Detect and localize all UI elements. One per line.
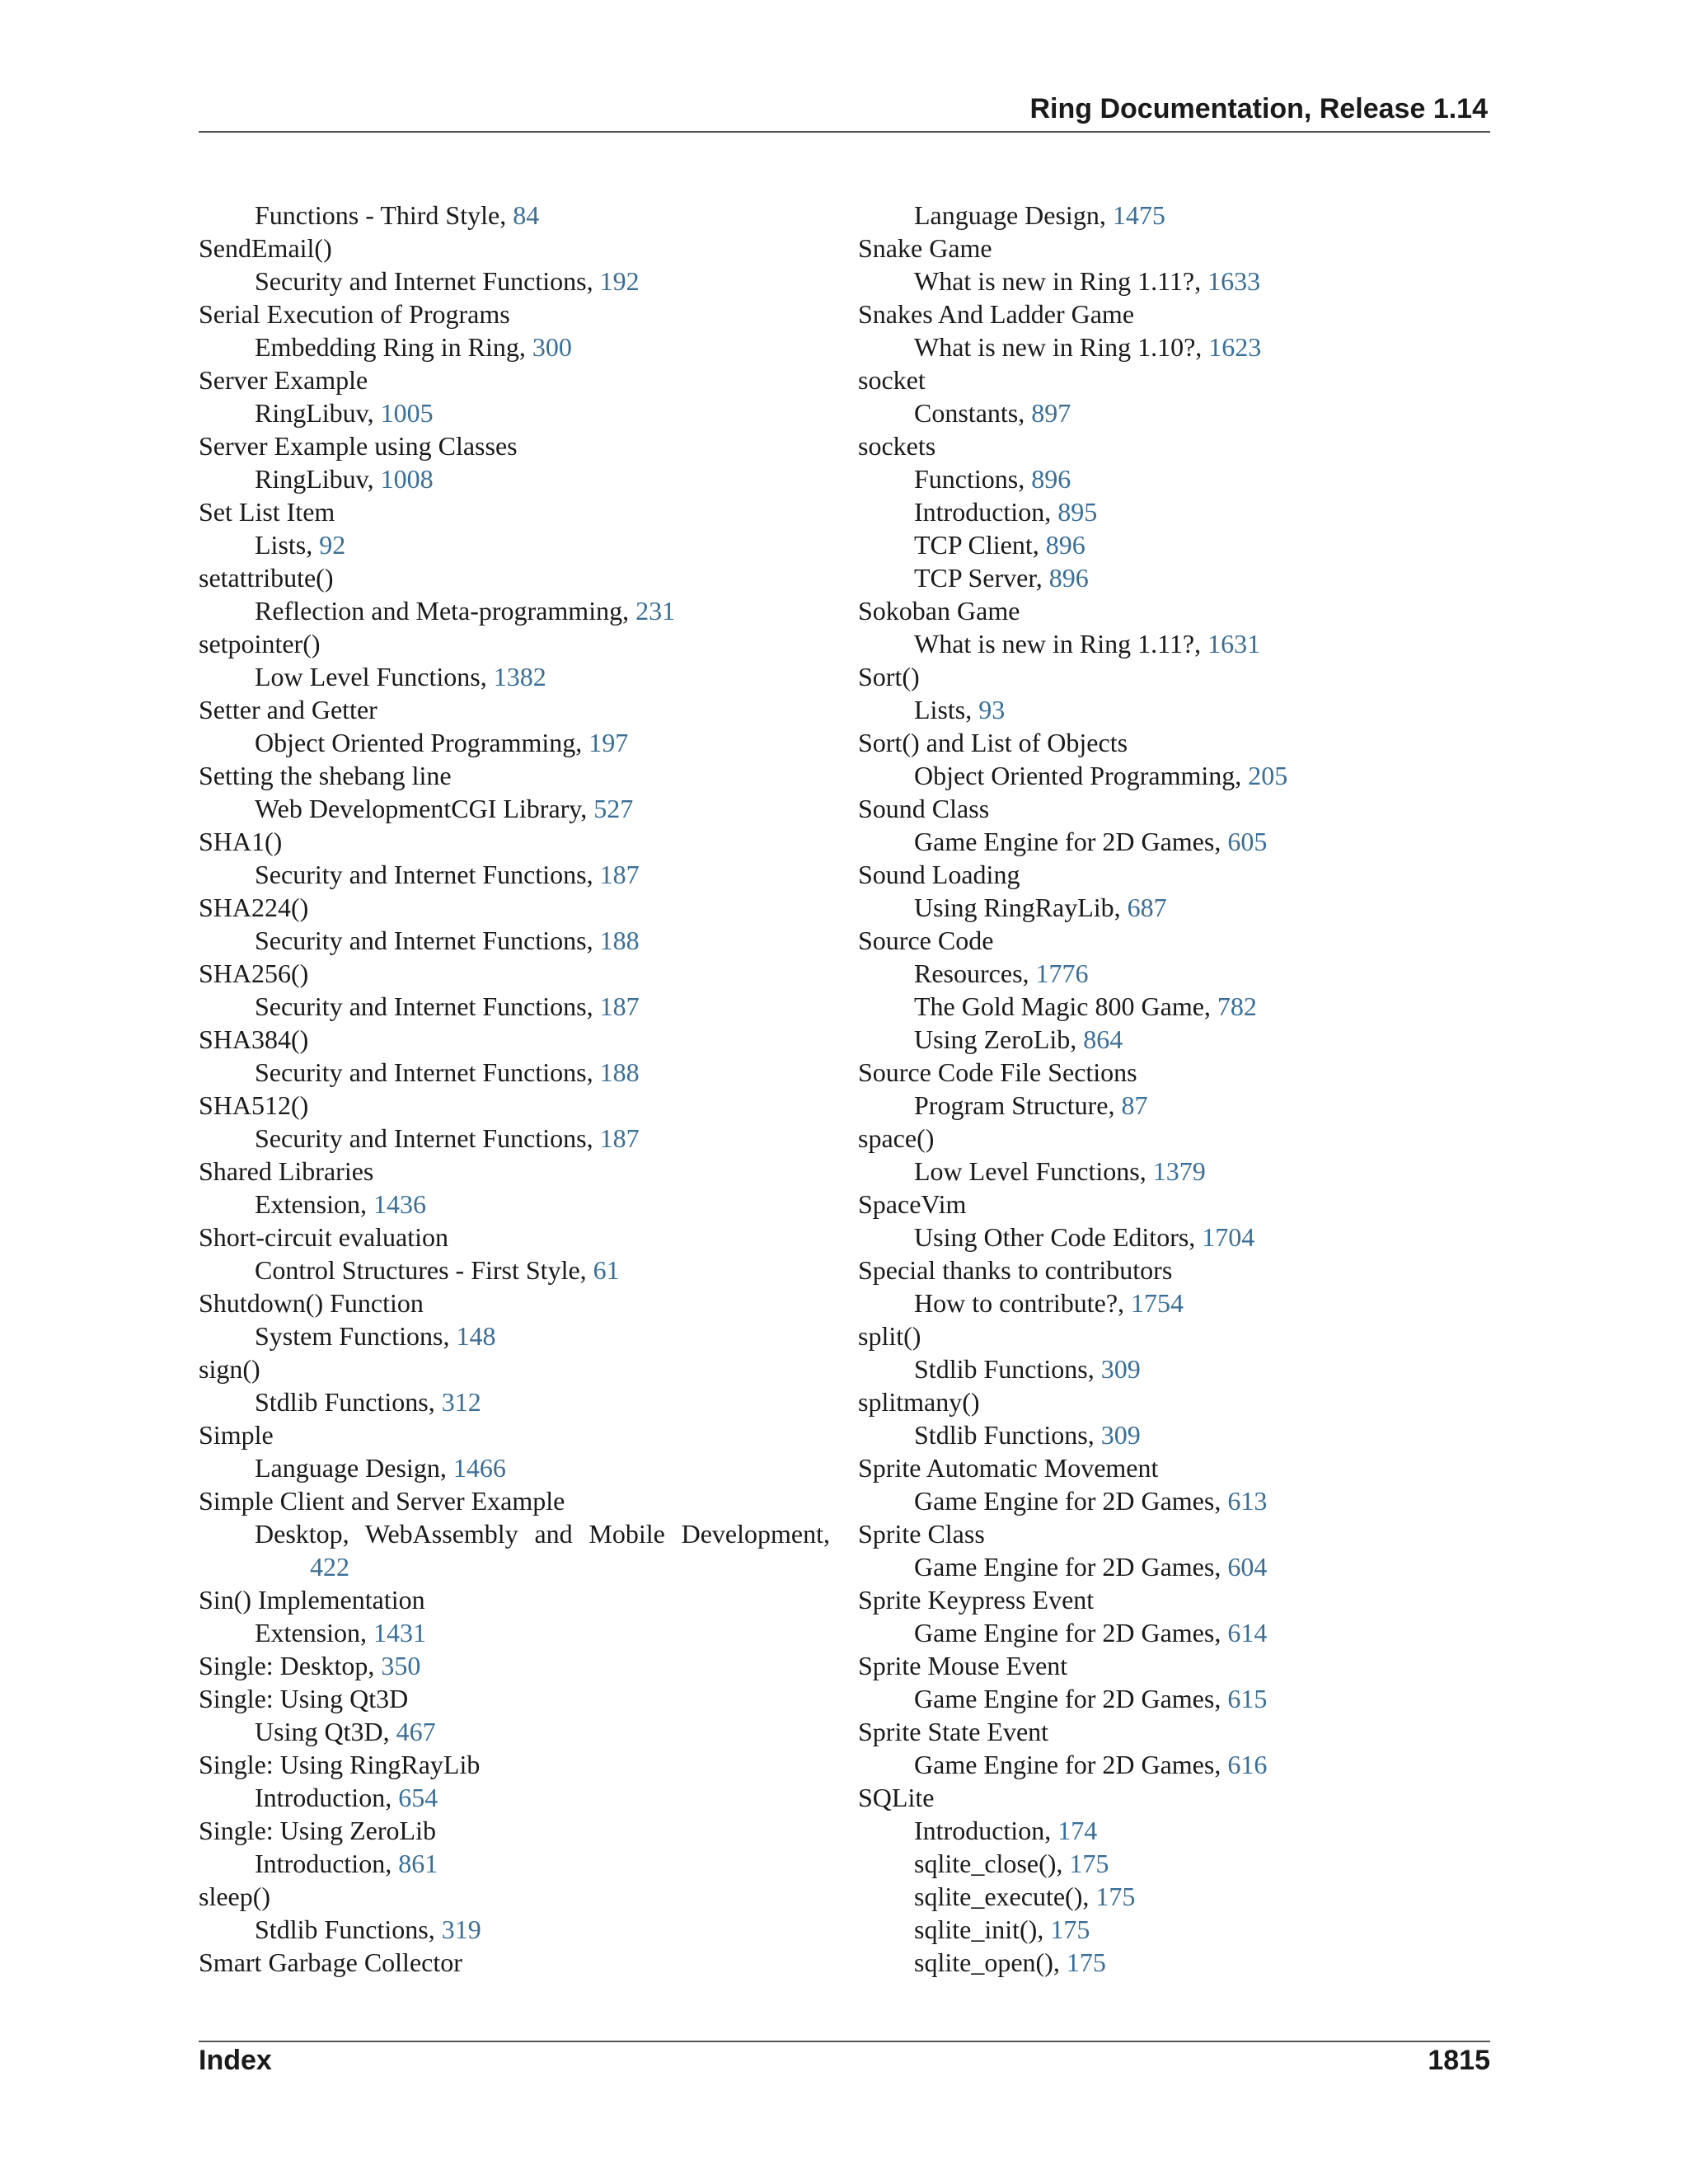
page-link[interactable]: 1436 — [373, 1189, 426, 1219]
index-term: space() — [858, 1123, 935, 1153]
index-term: Shutdown() Function — [199, 1288, 424, 1318]
index-entry — [199, 1286, 830, 1319]
index-subentry — [858, 528, 1489, 561]
index-subentry — [858, 1089, 1489, 1122]
page-link[interactable]: 687 — [1127, 893, 1167, 922]
index-entry — [199, 1484, 830, 1517]
index-term: TCP Client, — [914, 530, 1046, 560]
page-link[interactable]: 84 — [513, 200, 540, 230]
index-term: Desktop, WebAssembly and Mobile Development, — [255, 1519, 830, 1549]
index-term: Object Oriented Programming, — [914, 761, 1249, 790]
index-term: Sprite Automatic Movement — [858, 1453, 1159, 1483]
index-subentry — [858, 265, 1489, 298]
index-term: sqlite_execute(), — [914, 1882, 1096, 1911]
index-term: SHA256() — [199, 958, 309, 988]
index-term: Using Qt3D, — [255, 1717, 396, 1746]
index-subentry — [199, 265, 830, 298]
index-term: Game Engine for 2D Games, — [914, 1486, 1228, 1516]
index-term: Stdlib Functions, — [255, 1915, 442, 1944]
index-column-right — [858, 199, 1489, 1979]
page-link[interactable]: 309 — [1100, 1420, 1141, 1450]
page-link[interactable]: 188 — [599, 926, 640, 955]
index-term: Stdlib Functions, — [255, 1387, 442, 1417]
page-link[interactable]: 1633 — [1207, 266, 1261, 296]
index-term: Introduction, — [255, 1849, 399, 1878]
index-term: Security and Internet Functions, — [255, 926, 600, 955]
index-term: sqlite_open(), — [914, 1947, 1067, 1977]
index-term: Game Engine for 2D Games, — [914, 1750, 1228, 1779]
page-link[interactable]: 1754 — [1131, 1288, 1184, 1318]
page-link[interactable]: 864 — [1083, 1024, 1123, 1054]
index-subentry — [199, 1056, 830, 1089]
index-term: Setting the shebang line — [199, 761, 452, 790]
index-term: Single: Using ZeroLib — [199, 1816, 436, 1845]
index-subentry — [858, 891, 1489, 924]
page-link[interactable]: 782 — [1217, 991, 1257, 1021]
index-entry — [199, 495, 830, 528]
index-term: Simple Client and Server Example — [199, 1486, 565, 1516]
page-link[interactable]: 1704 — [1202, 1222, 1255, 1252]
index-term: Sort() and List of Objects — [858, 728, 1128, 757]
index-term: TCP Server, — [914, 563, 1049, 593]
index-term: Using RingRayLib, — [914, 893, 1128, 922]
index-term: Using Other Code Editors, — [914, 1222, 1203, 1252]
index-entry — [858, 429, 1489, 462]
index-entry — [199, 891, 830, 924]
index-subentry — [199, 1781, 830, 1814]
index-subentry — [858, 199, 1489, 232]
index-entry — [858, 1451, 1489, 1484]
index-term: Functions - Third Style, — [255, 200, 513, 230]
index-term: sleep() — [199, 1882, 271, 1911]
index-term: Constants, — [914, 398, 1032, 428]
index-entry — [858, 1715, 1489, 1748]
index-entry — [858, 1583, 1489, 1616]
index-entry — [858, 726, 1489, 759]
index-term: Sprite Mouse Event — [858, 1651, 1068, 1680]
page-link[interactable]: 616 — [1227, 1750, 1268, 1779]
page-link[interactable]: 175 — [1095, 1882, 1136, 1911]
footer-section: Index — [199, 2045, 272, 2076]
index-term: Source Code — [858, 926, 994, 955]
index-term: Security and Internet Functions, — [255, 991, 600, 1021]
index-entry — [199, 1946, 830, 1979]
page-link[interactable]: 861 — [398, 1849, 438, 1878]
index-entry — [199, 1089, 830, 1122]
index-entry — [199, 1155, 830, 1188]
index-entry — [199, 1583, 830, 1616]
page-link[interactable]: 604 — [1227, 1552, 1268, 1582]
index-entry — [199, 627, 830, 660]
index-subentry — [858, 1155, 1489, 1188]
index-entry — [858, 1517, 1489, 1550]
page-link[interactable]: 613 — [1227, 1486, 1268, 1516]
index-term: Special thanks to contributors — [858, 1255, 1173, 1285]
index-subentry — [199, 528, 830, 561]
page-link[interactable]: 896 — [1045, 530, 1085, 560]
index-subentry — [858, 495, 1489, 528]
index-subentry — [858, 1814, 1489, 1847]
index-subentry — [199, 594, 830, 627]
page-link[interactable]: 87 — [1121, 1090, 1148, 1120]
index-entry — [199, 957, 830, 990]
index-term: The Gold Magic 800 Game, — [914, 991, 1217, 1021]
index-term: Web DevelopmentCGI Library, — [255, 794, 594, 823]
index-term: Sprite Class — [858, 1519, 985, 1549]
index-term: Set List Item — [199, 497, 335, 527]
index-subentry — [199, 1254, 830, 1286]
index-subentry — [199, 1847, 830, 1880]
page-link[interactable]: 896 — [1048, 563, 1089, 593]
page-link[interactable]: 174 — [1057, 1816, 1098, 1845]
index-term: socket — [858, 365, 926, 395]
index-entry — [199, 561, 830, 594]
index-entry — [858, 1254, 1489, 1286]
index-term: RingLibuv, — [255, 464, 381, 494]
index-term: Single: Desktop, — [199, 1651, 382, 1680]
index-term: Object Oriented Programming, — [255, 728, 589, 757]
page-link[interactable]: 175 — [1050, 1915, 1090, 1944]
index-entry — [199, 1352, 830, 1385]
index-entry — [858, 1188, 1489, 1221]
page-link[interactable]: 467 — [396, 1717, 436, 1746]
index-term: Short-circuit evaluation — [199, 1222, 449, 1252]
index-term: Simple — [199, 1420, 274, 1450]
index-entry — [858, 1056, 1489, 1089]
index-subentry — [858, 957, 1489, 990]
index-entry — [858, 1385, 1489, 1418]
index-term: Single: Using RingRayLib — [199, 1750, 481, 1779]
page-link[interactable]: 1382 — [493, 662, 546, 691]
page-link[interactable]: 148 — [456, 1321, 496, 1351]
index-term: SHA1() — [199, 827, 283, 856]
index-entry — [199, 1880, 830, 1913]
index-term: Security and Internet Functions, — [255, 860, 600, 889]
index-column-left — [199, 199, 830, 1979]
index-entry — [199, 429, 830, 462]
index-term: What is new in Ring 1.10?, — [914, 332, 1209, 362]
index-term: SpaceVim — [858, 1189, 967, 1219]
index-entry — [199, 1649, 830, 1682]
index-subentry — [858, 693, 1489, 726]
index-term: Setter and Getter — [199, 695, 377, 724]
index-term: Lists, — [255, 530, 320, 560]
index-subentry — [858, 1023, 1489, 1056]
index-subentry — [858, 1418, 1489, 1451]
index-entry — [858, 363, 1489, 396]
index-subentry — [199, 1715, 830, 1748]
page-link[interactable]: 1631 — [1207, 629, 1261, 658]
index-term: Security and Internet Functions, — [255, 1057, 600, 1087]
index-subentry — [199, 726, 830, 759]
footer-page-number: 1815 — [1428, 2045, 1490, 2076]
index-subentry — [199, 396, 830, 429]
page-link[interactable]: 319 — [441, 1915, 481, 1944]
index-term: Snakes And Ladder Game — [858, 299, 1135, 329]
page-link[interactable]: 312 — [441, 1387, 481, 1417]
index-term: sqlite_close(), — [914, 1849, 1070, 1878]
index-term: Security and Internet Functions, — [255, 266, 600, 296]
index-term: Functions, — [914, 464, 1032, 494]
index-term: Sort() — [858, 662, 920, 691]
index-term: Program Structure, — [914, 1090, 1122, 1120]
index-term: Server Example using Classes — [199, 431, 518, 461]
index-entry — [858, 660, 1489, 693]
page-link[interactable]: 175 — [1066, 1947, 1106, 1977]
index-entry — [199, 825, 830, 858]
page-link[interactable]: 897 — [1031, 398, 1071, 428]
index-term: sqlite_init(), — [914, 1915, 1051, 1944]
index-subentry — [199, 1517, 830, 1583]
index-entry — [199, 298, 830, 330]
index-entry — [199, 232, 830, 265]
index-subentry — [858, 627, 1489, 660]
index-subentry — [858, 1913, 1489, 1946]
index-entry — [199, 1418, 830, 1451]
index-term: Sin() Implementation — [199, 1585, 425, 1615]
index-entry — [858, 1649, 1489, 1682]
index-term: SHA512() — [199, 1090, 309, 1120]
page-link[interactable]: 1008 — [380, 464, 434, 494]
index-subentry — [199, 660, 830, 693]
page-link[interactable]: 187 — [599, 860, 640, 889]
index-subentry — [199, 858, 830, 891]
index-term: sockets — [858, 431, 936, 461]
index-subentry — [858, 330, 1489, 363]
page-link[interactable]: 422 — [310, 1552, 349, 1582]
index-term: SendEmail() — [199, 233, 332, 263]
page-link[interactable]: 654 — [398, 1783, 438, 1812]
index-subentry — [858, 1880, 1489, 1913]
index-term: sign() — [199, 1354, 260, 1384]
index-entry — [858, 232, 1489, 265]
index-entry — [199, 1221, 830, 1254]
index-term: Language Design, — [914, 200, 1113, 230]
index-subentry — [199, 924, 830, 957]
page-link[interactable]: 93 — [978, 695, 1006, 724]
index-term: Control Structures - First Style, — [255, 1255, 593, 1285]
index-term: How to contribute?, — [914, 1288, 1132, 1318]
index-subentry — [858, 462, 1489, 495]
index-term: Introduction, — [914, 497, 1058, 527]
header-rule — [199, 131, 1490, 133]
index-subentry — [858, 1221, 1489, 1254]
page-link[interactable]: 188 — [599, 1057, 640, 1087]
index-term: Smart Garbage Collector — [199, 1947, 462, 1977]
index-subentry — [858, 1748, 1489, 1781]
index-entry — [858, 792, 1489, 825]
page-link[interactable]: 527 — [593, 794, 634, 823]
index-subentry — [858, 990, 1489, 1023]
index-term: SHA224() — [199, 893, 309, 922]
index-subentry — [858, 561, 1489, 594]
index-entry — [858, 298, 1489, 330]
index-subentry — [199, 462, 830, 495]
index-subentry — [199, 1451, 830, 1484]
page-link[interactable]: 300 — [532, 332, 572, 362]
index-subentry — [858, 1352, 1489, 1385]
page-link[interactable]: 92 — [319, 530, 346, 560]
index-term: Security and Internet Functions, — [255, 1123, 600, 1153]
index-term: System Functions, — [255, 1321, 457, 1351]
index-term: What is new in Ring 1.11?, — [914, 266, 1208, 296]
index-entry — [199, 1814, 830, 1847]
index-subentry — [858, 1550, 1489, 1583]
index-term: Reflection and Meta-programming, — [255, 596, 636, 626]
page-link[interactable]: 175 — [1069, 1849, 1109, 1878]
index-subentry — [858, 1946, 1489, 1979]
page-link[interactable]: 192 — [599, 266, 640, 296]
page-link[interactable]: 1379 — [1152, 1156, 1206, 1186]
page-link[interactable]: 896 — [1031, 464, 1071, 494]
index-entry — [858, 1122, 1489, 1155]
index-term: Game Engine for 2D Games, — [914, 1618, 1228, 1647]
index-subentry — [199, 1188, 830, 1221]
index-subentry — [858, 825, 1489, 858]
page-link[interactable]: 1005 — [380, 398, 434, 428]
page-link[interactable]: 1776 — [1035, 958, 1089, 988]
index-term: SQLite — [858, 1783, 935, 1812]
index-term: Source Code File Sections — [858, 1057, 1137, 1087]
index-term: Shared Libraries — [199, 1156, 374, 1186]
index-subentry — [199, 1122, 830, 1155]
index-entry — [199, 1748, 830, 1781]
index-term: splitmany() — [858, 1387, 980, 1417]
footer-rule — [199, 2041, 1490, 2042]
page-link[interactable]: 1623 — [1208, 332, 1262, 362]
index-term: Resources, — [914, 958, 1036, 988]
page-link[interactable]: 614 — [1227, 1618, 1268, 1647]
index-term: Embedding Ring in Ring, — [255, 332, 532, 362]
index-entry — [199, 1023, 830, 1056]
index-term: Extension, — [255, 1189, 373, 1219]
index-entry — [858, 1319, 1489, 1352]
index-subentry — [858, 1286, 1489, 1319]
index-term: Sokoban Game — [858, 596, 1020, 626]
index-term: What is new in Ring 1.11?, — [914, 629, 1208, 658]
index-entry — [199, 363, 830, 396]
index-term: Server Example — [199, 365, 368, 395]
index-entry — [858, 594, 1489, 627]
index-term: Stdlib Functions, — [914, 1420, 1101, 1450]
index-term: Single: Using Qt3D — [199, 1684, 409, 1713]
index-term: Game Engine for 2D Games, — [914, 1684, 1228, 1713]
page-header-title: Ring Documentation, Release 1.14 — [1029, 93, 1488, 124]
index-term: split() — [858, 1321, 921, 1351]
index-term: Sound Class — [858, 794, 990, 823]
index-entry — [858, 858, 1489, 891]
index-term: Language Design, — [255, 1453, 453, 1483]
index-subentry — [199, 1385, 830, 1418]
page-link[interactable]: 61 — [593, 1255, 620, 1285]
index-term: Sound Loading — [858, 860, 1020, 889]
page-link[interactable]: 350 — [381, 1651, 421, 1680]
index-entry — [858, 924, 1489, 957]
page-link[interactable]: 1466 — [452, 1453, 506, 1483]
index-entry — [199, 1682, 830, 1715]
index-subentry — [199, 199, 830, 232]
index-subentry — [199, 1913, 830, 1946]
page-link[interactable]: 205 — [1248, 761, 1288, 790]
index-term: Stdlib Functions, — [914, 1354, 1101, 1384]
index-entry — [199, 759, 830, 792]
page-link[interactable]: 605 — [1227, 827, 1268, 856]
index-term: RingLibuv, — [255, 398, 381, 428]
index-entry — [858, 1781, 1489, 1814]
index-subentry — [858, 1484, 1489, 1517]
index-term: setattribute() — [199, 563, 334, 593]
index-subentry — [858, 1616, 1489, 1649]
index-term: Introduction, — [914, 1816, 1058, 1845]
index-term: Serial Execution of Programs — [199, 299, 510, 329]
index-subentry — [199, 1319, 830, 1352]
index-term: Sprite Keypress Event — [858, 1585, 1095, 1615]
index-term: Game Engine for 2D Games, — [914, 1552, 1228, 1582]
page-link[interactable]: 187 — [599, 1123, 640, 1153]
index-term: Introduction, — [255, 1783, 399, 1812]
index-entry — [199, 693, 830, 726]
index-term: Extension, — [255, 1618, 373, 1647]
page-link[interactable]: 231 — [635, 596, 676, 626]
index-subentry — [199, 330, 830, 363]
index-term: Snake Game — [858, 233, 992, 263]
index-subentry — [858, 1847, 1489, 1880]
page-link[interactable]: 309 — [1100, 1354, 1141, 1384]
index-subentry — [199, 1616, 830, 1649]
index-term: setpointer() — [199, 629, 321, 658]
page-link[interactable]: 1475 — [1112, 200, 1165, 230]
page-link[interactable]: 615 — [1227, 1684, 1268, 1713]
page-link[interactable]: 197 — [588, 728, 629, 757]
index-term: Sprite State Event — [858, 1717, 1049, 1746]
index-subentry — [858, 396, 1489, 429]
index-term: Low Level Functions, — [255, 662, 494, 691]
page-link[interactable]: 895 — [1057, 497, 1098, 527]
index-subentry — [199, 990, 830, 1023]
index-term: Low Level Functions, — [914, 1156, 1153, 1186]
index-subentry — [858, 1682, 1489, 1715]
index-term: SHA384() — [199, 1024, 309, 1054]
page-link[interactable]: 187 — [599, 991, 640, 1021]
page-link[interactable]: 1431 — [373, 1618, 426, 1647]
index-term: Lists, — [914, 695, 979, 724]
index-subentry — [858, 759, 1489, 792]
index-term: Game Engine for 2D Games, — [914, 827, 1228, 856]
index-term: Using ZeroLib, — [914, 1024, 1084, 1054]
index-subentry — [199, 792, 830, 825]
